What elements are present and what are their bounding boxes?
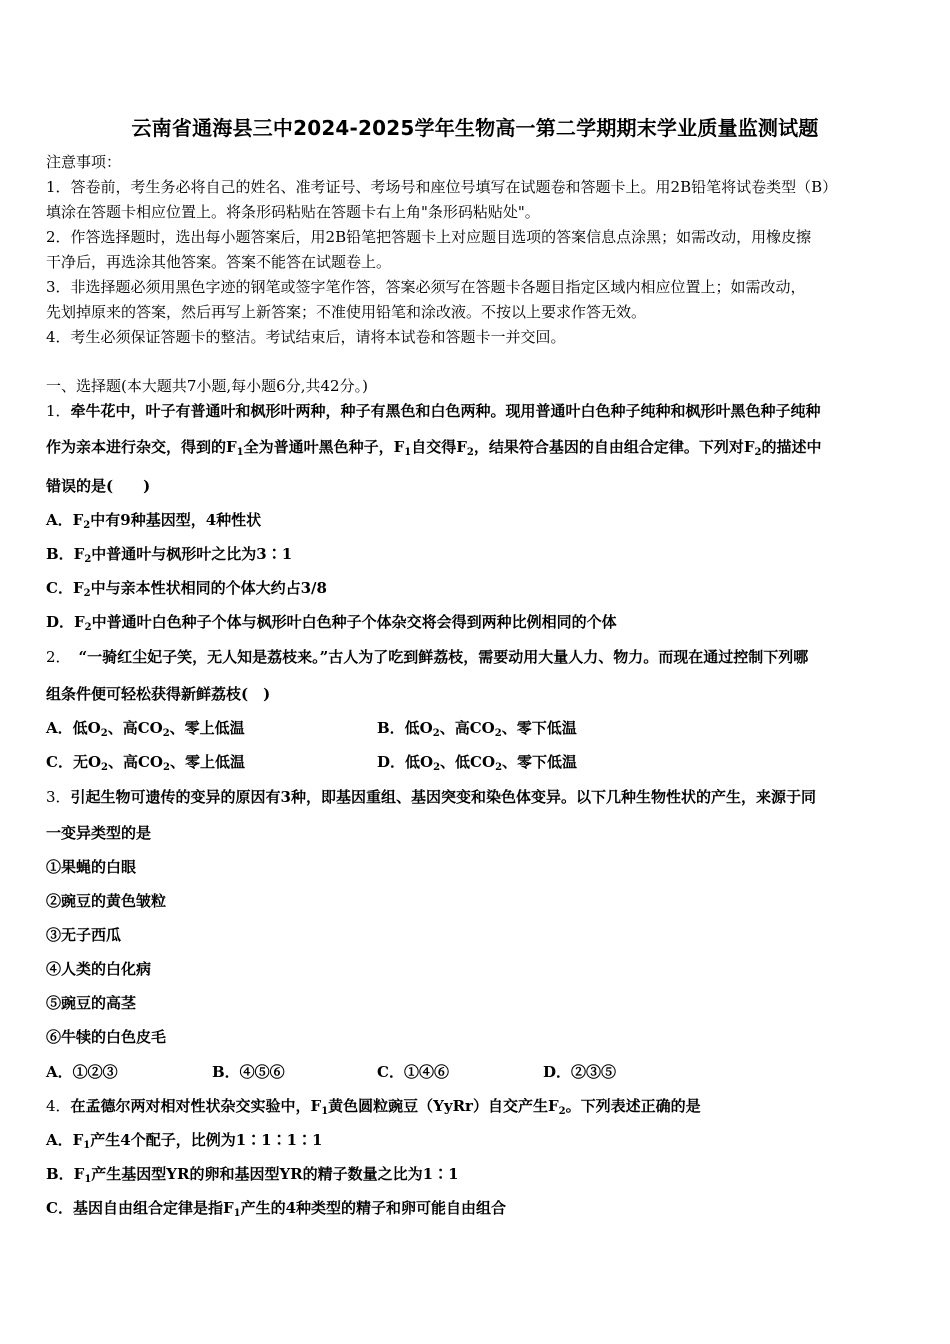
option-d: D．低$O_2$、低$CO_2$、零下低温 <box>377 753 578 773</box>
option-a: A．①②③ <box>46 1063 118 1081</box>
option-c: C．①④⑥ <box>377 1063 449 1081</box>
list-item: ③无子西瓜 <box>46 926 122 944</box>
list-item: ①果蝇的白眼 <box>46 858 137 876</box>
option-c: C．基因自由组合定律是指$F_1$产生的4种类型的精子和卵可能自由组合 <box>46 1199 507 1219</box>
question-1-line: 错误的是( ) <box>46 477 151 495</box>
question-3-line: 3．引起生物可遗传的变异的原因有3种，即基因重组、基因突变和染色体变异。以下几种生物性状的产生，来源于同 <box>46 788 816 806</box>
notice-line: 3．非选择题必须用黑色字迹的钢笔或签字笔作答，答案必须写在答题卡各题目指定区域内相应位置上；如需改动， <box>46 278 806 296</box>
page-title: 云南省通海县三中2024-2025学年生物高一第二学期期末学业质量监测试题 <box>131 116 819 140</box>
list-item: ②豌豆的黄色皱粒 <box>46 892 167 910</box>
question-4-line: 4．在孟德尔两对相对性状杂交实验中，$F_1$黄色圆粒豌豆（YyRr）自交产生$F_2$。下列表述正确的是 <box>46 1097 701 1117</box>
option-a: A．$F_1$产生4个配子，比例为1∶1∶1∶1 <box>46 1131 323 1151</box>
option-a: A．$F_2$中有9种基因型，4种性状 <box>46 511 262 531</box>
option-c: C．$F_2$中与亲本性状相同的个体大约占3/8 <box>46 579 327 599</box>
option-d: D．②③⑤ <box>543 1063 617 1081</box>
option-b: B．$F_1$产生基因型YR的卵和基因型YR的精子数量之比为1∶1 <box>46 1165 459 1185</box>
question-number: 1． <box>46 402 71 420</box>
section-heading: 一、选择题(本大题共7小题,每小题6分,共42分。) <box>46 377 368 395</box>
option-d: D．$F_2$中普通叶白色种子个体与枫形叶白色种子个体杂交将会得到两种比例相同的个体 <box>46 613 617 633</box>
list-item: ④人类的白化病 <box>46 960 152 978</box>
notice-heading: 注意事项： <box>46 153 122 171</box>
notice-line: 4．考生必须保证答题卡的整洁。考试结束后，请将本试卷和答题卡一并交回。 <box>46 328 566 346</box>
question-number: 3． <box>46 788 71 806</box>
notice-line: 2．作答选择题时，选出每小题答案后，用2B铅笔把答题卡上对应题目选项的答案信息点涂黑；如需改动，用橡皮擦 <box>46 228 812 246</box>
question-2-line: 2． “一骑红尘妃子笑，无人知是荔枝来。”古人为了吃到鲜荔枝，需要动用大量人力、物力。而现在通过控制下列哪 <box>46 648 809 666</box>
question-number: 2． <box>46 648 71 666</box>
option-c: C．无$O_2$、高$CO_2$、零上低温 <box>46 753 245 773</box>
question-1-line: 作为亲本进行杂交，得到的$F_1$全为普通叶黑色种子，$F_1$自交得$F_2$，结果符合基因的自由组合定律。下列对$F_2$的描述中 <box>46 438 822 458</box>
question-3-line: 一变异类型的是 <box>46 824 152 842</box>
notice-line: 1．答卷前，考生务必将自己的姓名、准考证号、考场号和座位号填写在试题卷和答题卡上。用2B铅笔将试卷类型（B） <box>46 178 838 196</box>
notice-line: 先划掉原来的答案，然后再写上新答案；不准使用铅笔和涂改液。不按以上要求作答无效。 <box>46 303 647 321</box>
question-1-line: 1．牵牛花中，叶子有普通叶和枫形叶两种，种子有黑色和白色两种。现用普通叶白色种子纯种和枫形叶黑色种子纯种 <box>46 402 821 420</box>
list-item: ⑤豌豆的高茎 <box>46 994 137 1012</box>
question-2-line: 组条件便可轻松获得新鲜荔枝( ) <box>46 685 271 703</box>
option-b: B．④⑤⑥ <box>212 1063 285 1081</box>
question-number: 4． <box>46 1097 71 1115</box>
list-item: ⑥牛犊的白色皮毛 <box>46 1028 167 1046</box>
option-b: B．$F_2$中普通叶与枫形叶之比为3∶1 <box>46 545 293 565</box>
option-b: B．低$O_2$、高$CO_2$、零下低温 <box>377 719 577 739</box>
notice-line: 填涂在答题卡相应位置上。将条形码粘贴在答题卡右上角"条形码粘贴处"。 <box>46 203 540 221</box>
option-a: A．低$O_2$、高$CO_2$、零上低温 <box>46 719 245 739</box>
notice-line: 干净后，再选涂其他答案。答案不能答在试题卷上。 <box>46 253 392 271</box>
